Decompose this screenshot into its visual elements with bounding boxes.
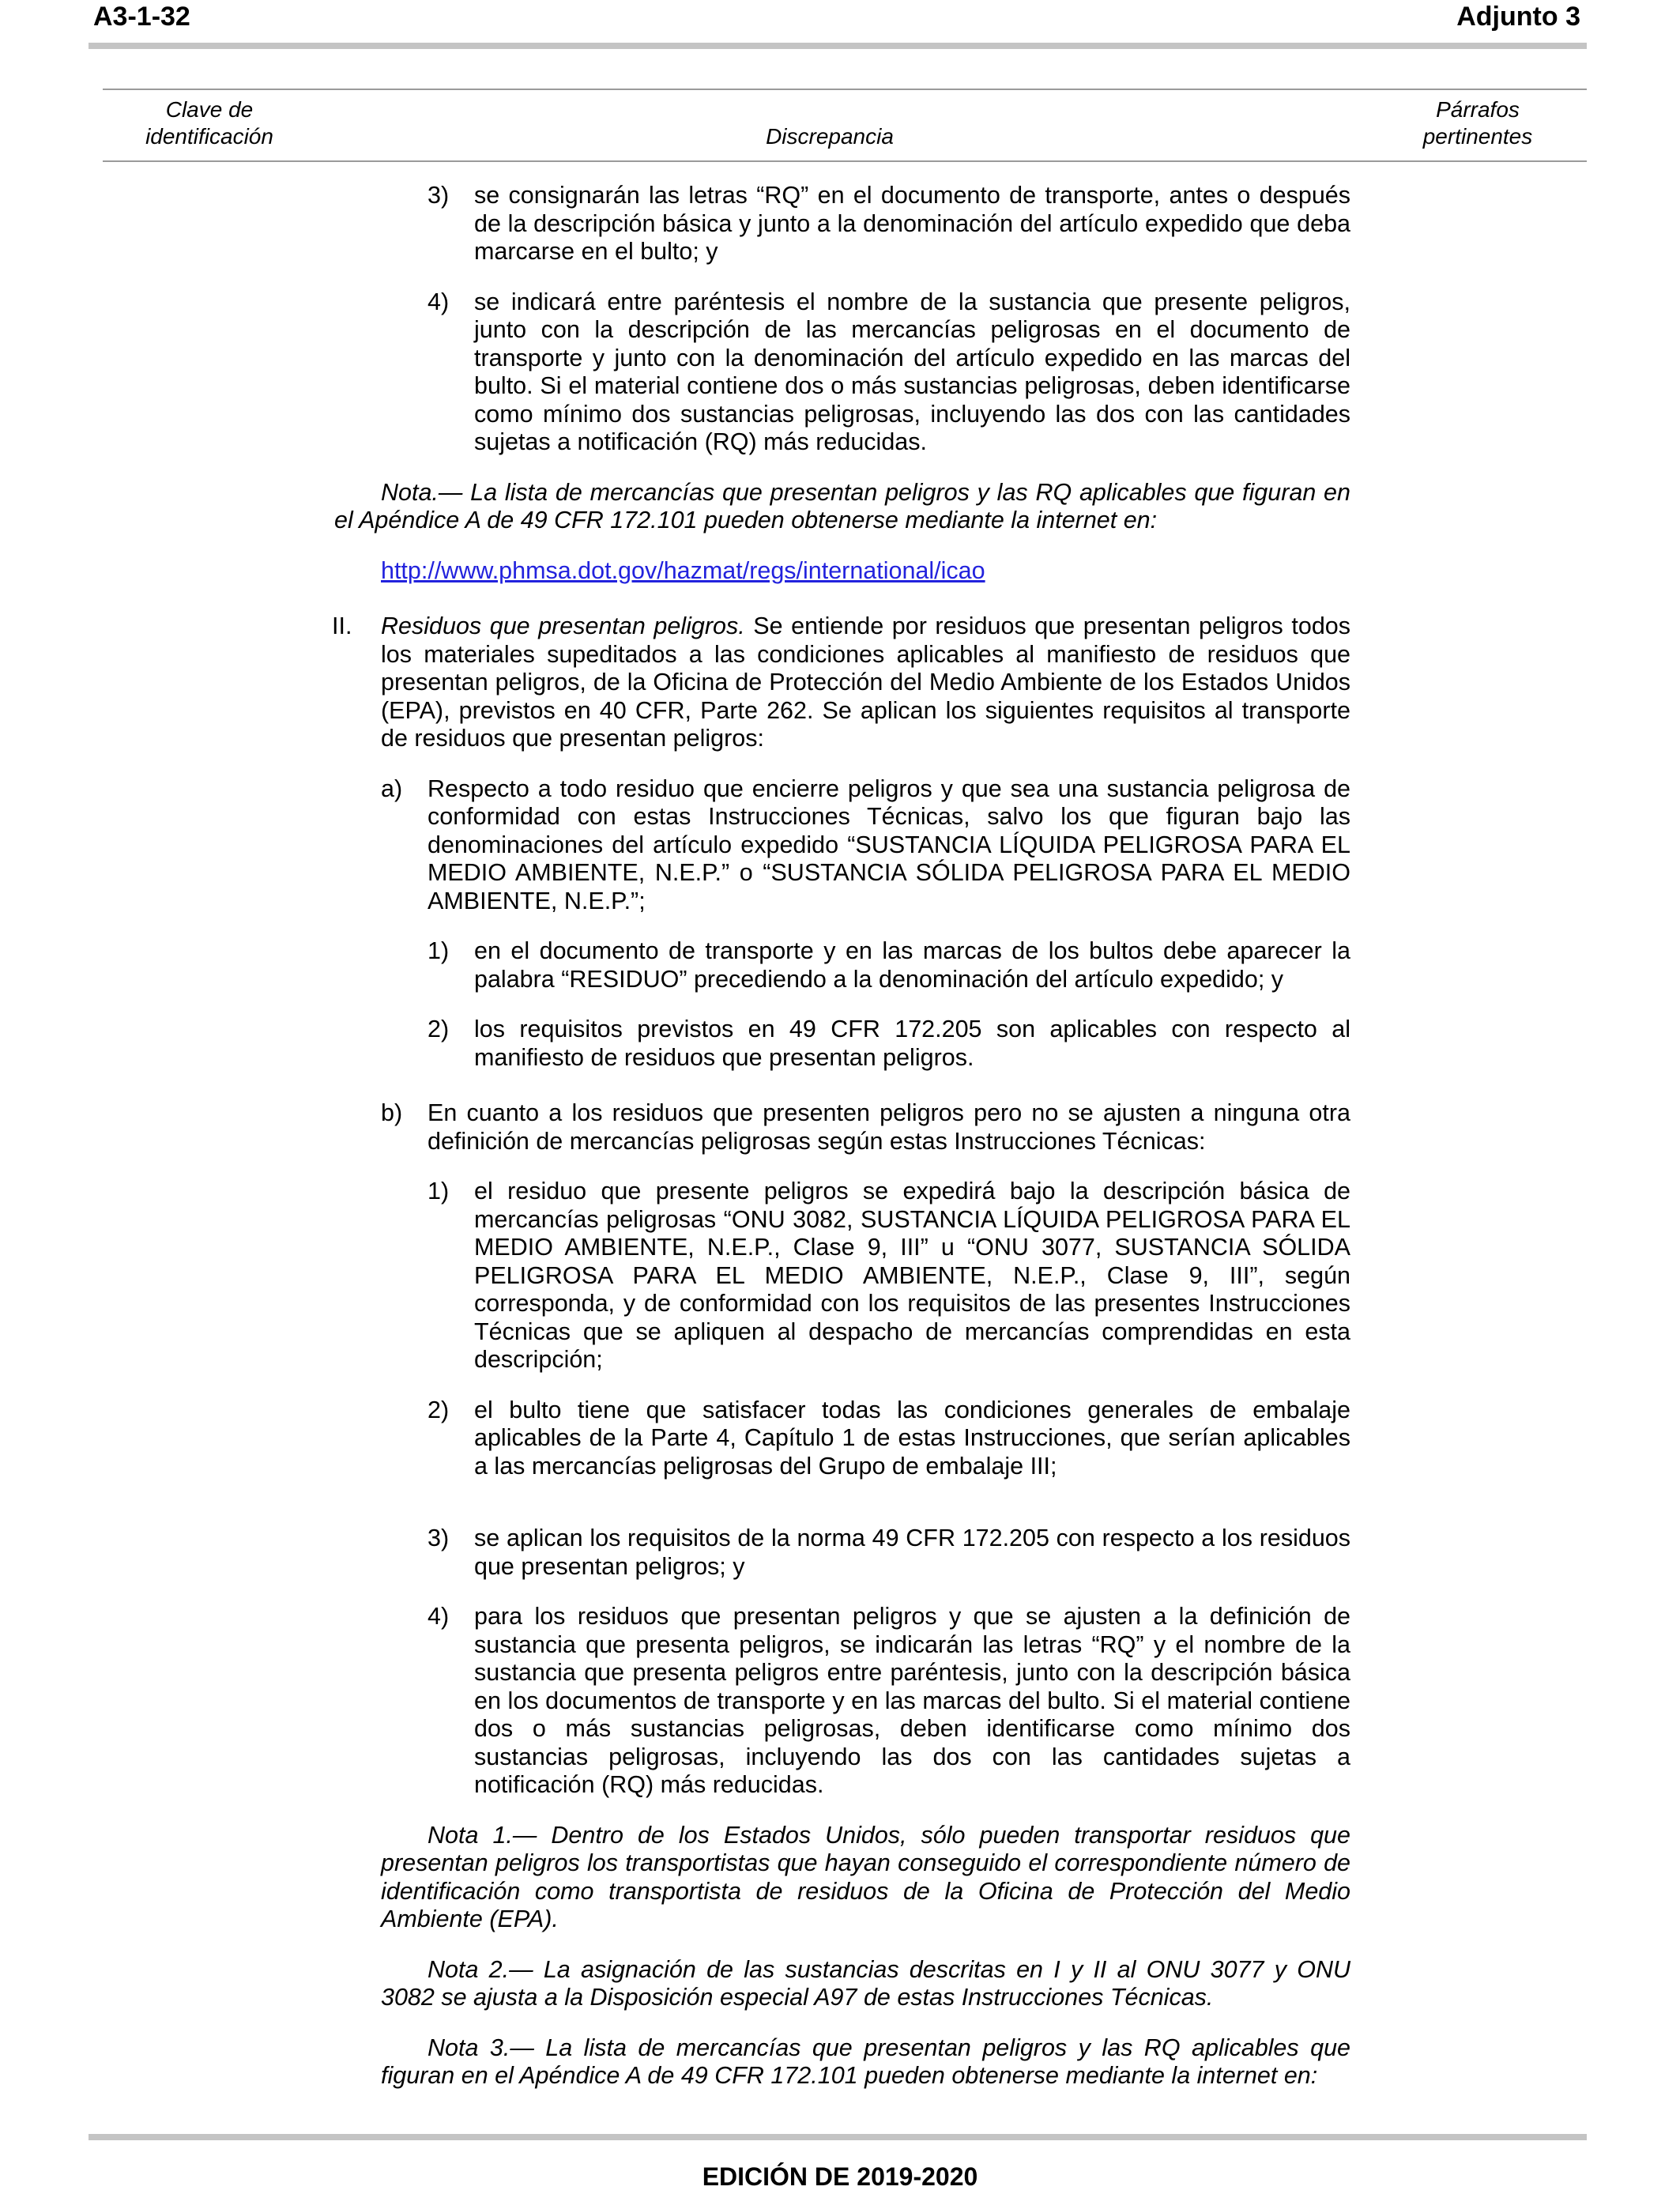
note-paragraph: Nota.— La lista de mercancías que presentan peligros y las RQ aplicables que figuran en el Apéndice A de 49 CFR 172.101 pueden obtenerse mediante la internet en: [334, 478, 1350, 533]
section-text: Se entiende por residuos que presentan peligros todos los materiales supeditados a las condiciones aplicables al manifiesto de residuos que presentan peligros, de la Oficina de Protección del Medio Ambiente de los Estados Unidos (EPA), previstos en 40 CFR, Parte 262. Se aplican los siguientes requisitos al transporte de residuos que presentan peligros: [381, 613, 1350, 752]
table-header-bottom-rule [103, 160, 1587, 162]
item-text: el residuo que presente peligros se expedirá bajo la descripción básica de mercancías peligrosas “ONU 3082, SUSTANCIA LÍQUIDA PELIGROSA PARA EL MEDIO AMBIENTE, N.E.P., Clase 9, III” u “ONU 3077, SUSTANCIA SÓLIDA PELIGROSA PARA EL MEDIO AMBIENTE, N.E.P., Clase 9, III”, según corresponda, y de conformidad con los requisitos de las presentes Instrucciones Técnicas que se apliquen al despacho de mercancías comprendidas en esta descripción; [474, 1178, 1350, 1373]
table-header-top-rule [103, 89, 1587, 90]
column-header-clave [103, 96, 316, 150]
column-header-parrafos [1375, 96, 1580, 150]
item-text: se aplican los requisitos de la norma 49 CFR 172.205 con respecto a los residuos que presentan peligros; y [474, 1525, 1350, 1580]
item-text: se indicará entre paréntesis el nombre de la sustancia que presente peligros, junto con la descripción de las mercancías peligrosas en el documento de transporte y junto con la denominación del artículo expedido en las marcas del bulto. Si el material contiene dos o más sustancias peligrosas, deben identificarse como mínimo dos sustancias peligrosas, incluyendo las dos con las cantidades sujetas a notificación (RQ) más reducidas. [474, 288, 1350, 455]
header-rule [89, 43, 1587, 49]
item-number: 1) [428, 1178, 450, 1204]
list-item [428, 1525, 1350, 1581]
note-1: Nota 1.— Dentro de los Estados Unidos, sólo pueden transportar residuos que presentan peligros los transportistas que hayan conseguido el correspondiente número de identificación como transportista de residuos de la Oficina de Protección del Medio Ambiente (EPA). [381, 1821, 1350, 1932]
item-text: En cuanto a los residuos que presenten peligros pero no se ajusten a ninguna otra definición de mercancías peligrosas según estas Instrucciones Técnicas: [428, 1099, 1350, 1155]
list-item [428, 288, 1350, 457]
item-text: los requisitos previstos en 49 CFR 172.205 son aplicables con respecto al manifiesto de residuos que presentan peligros. [474, 1016, 1350, 1071]
edition-footer: EDICIÓN DE 2019-2020 [702, 2162, 978, 2191]
item-text: Respecto a todo residuo que encierre peligros y que sea una sustancia peligrosa de conformidad con estas Instrucciones Técnicas, salvo los que figuran bajo las denominaciones del artículo expedido “SUSTANCIA LÍQUIDA PELIGROSA PARA EL MEDIO AMBIENTE, N.E.P.” o “SUSTANCIA SÓLIDA PELIGROSA PARA EL MEDIO AMBIENTE, N.E.P.”; [428, 775, 1350, 914]
section-title: Residuos que presentan peligros. [381, 613, 745, 639]
item-text: se consignarán las letras “RQ” en el documento de transporte, antes o después de la descripción básica y junto a la denominación del artículo expedido que deba marcarse en el bulto; y [474, 182, 1350, 265]
section-number: II. [332, 613, 352, 639]
item-number: 2) [428, 1016, 450, 1042]
discrepancy-text [0, 182, 1680, 2090]
page-header-right: Adjunto 3 [1456, 2, 1580, 32]
item-number: 3) [428, 1525, 450, 1551]
column-header-clave-line1: Clave de [165, 97, 254, 122]
list-item [428, 937, 1350, 993]
item-text: el bulto tiene que satisfacer todas las condiciones generales de embalaje aplicables de la Parte 4, Capítulo 1 de estas Instrucciones, que serían aplicables a las mercancías peligrosas del Grupo de embalaje III; [474, 1396, 1350, 1480]
note-3: Nota 3.— La lista de mercancías que presentan peligros y las RQ aplicables que figuran en el Apéndice A de 49 CFR 172.101 pueden obtenerse mediante la internet en: [381, 2034, 1350, 2089]
column-header-discrepancia: Discrepancia [766, 124, 894, 149]
item-number: 4) [428, 1603, 450, 1630]
list-item [428, 1178, 1350, 1374]
footer-rule [89, 2134, 1587, 2140]
list-item [428, 1016, 1350, 1072]
item-text: en el documento de transporte y en las marcas de los bultos debe aparecer la palabra “RESIDUO” precediendo a la denominación del artículo expedido; y [474, 937, 1350, 993]
column-header-parrafos-line1: Párrafos [1436, 97, 1520, 122]
item-letter: b) [381, 1099, 403, 1126]
item-number: 1) [428, 937, 450, 964]
list-item [428, 1396, 1350, 1481]
column-header-clave-line2: identificación [145, 124, 273, 149]
list-item [428, 182, 1350, 266]
note-2: Nota 2.— La asignación de las sustancias descritas en I y II al ONU 3077 y ONU 3082 se ajusta a la Disposición especial A97 de estas Instrucciones Técnicas. [381, 1955, 1350, 2011]
item-text: para los residuos que presentan peligros y que se ajusten a la definición de sustancia que presenta peligros, se indicarán las letras “RQ” y el nombre de la sustancia que presenta peligros entre paréntesis, junto con la descripción básica en los documentos de transporte y en las marcas del bulto. Si el material contiene dos o más sustancias peligrosas, deben identificarse como mínimo dos sustancias peligrosas, incluyendo las dos con las cantidades sujetas a notificación (RQ) más reducidas. [474, 1603, 1350, 1798]
section-ii [332, 613, 1350, 753]
phmsa-link[interactable]: http://www.phmsa.dot.gov/hazmat/regs/international/icao [381, 556, 985, 584]
sub-item-b [381, 1099, 1350, 1155]
column-header-parrafos-line2: pertinentes [1422, 124, 1533, 149]
item-number: 3) [428, 182, 450, 209]
item-number: 2) [428, 1396, 450, 1423]
item-letter: a) [381, 775, 403, 802]
item-number: 4) [428, 288, 450, 315]
page-header-left: A3-1-32 [93, 2, 190, 32]
list-item [428, 1603, 1350, 1800]
sub-item-a [381, 775, 1350, 916]
